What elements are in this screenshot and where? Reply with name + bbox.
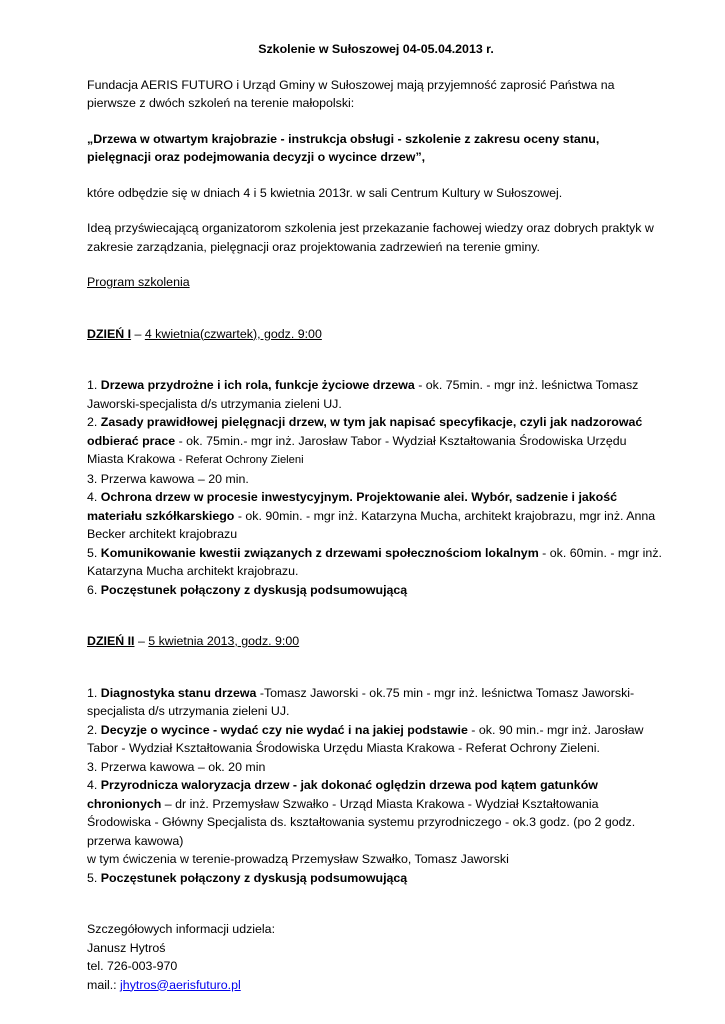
program-item: [87, 850, 665, 869]
program-item: [87, 376, 665, 413]
item-number: 2.: [87, 415, 101, 429]
item-topic: Poczęstunek połączony z dyskusją podsumowującą: [100, 582, 408, 597]
intro-paragraph: Fundacja AERIS FUTURO i Urząd Gminy w Sułoszowej mają przyjemność zaprosić Państwa na pierwsze z dwóch szkoleń na terenie małopolski:: [87, 77, 615, 110]
item-number: 4.: [87, 490, 101, 504]
item-number: 5.: [87, 545, 101, 560]
day1-dash: –: [131, 326, 145, 341]
item-details: - ok. 90 min.- mgr inż. Jarosław Tabor - Wydział Kształtowania Środowiska Urzędu Miasta Krakowa - Referat Ochrony Zieleni.: [87, 722, 644, 755]
program-item: [87, 869, 665, 888]
day2-program-list: [87, 684, 665, 888]
mail-label: mail.:: [87, 977, 121, 992]
contact-name: Janusz Hytroś: [87, 940, 166, 955]
day2-date: 5 kwietnia 2013, godz. 9:00: [148, 634, 300, 648]
document-title: Szkolenie w Sułoszowej 04-05.04.2013 r.: [258, 42, 494, 56]
item-details: - ok. 75min.- mgr inż. Jarosław Tabor - Wydział Kształtowania Środowiska Urzędu Miasta Krakowa: [87, 433, 627, 466]
item-number: 2.: [87, 722, 101, 737]
email-link[interactable]: jhytros@aerisfuturo.pl: [120, 977, 241, 992]
item-number: 1.: [87, 685, 101, 700]
item-topic: Decyzje o wycince - wydać czy nie wydać i na jakiej podstawie: [100, 722, 468, 737]
item-number: 6.: [87, 582, 101, 597]
contact-block: [87, 920, 665, 994]
program-item: [87, 684, 665, 721]
program-item: [87, 758, 665, 777]
item-details: Przerwa kawowa – 20 min.: [100, 471, 249, 486]
item-number: 3.: [87, 471, 101, 486]
item-topic: Przyrodnicza waloryzacja drzew - jak dokonać oględzin drzewa pod kątem gatunków chronionych: [87, 778, 598, 811]
program-heading: Program szkolenia: [87, 275, 190, 289]
item-details: Przerwa kawowa – ok. 20 min: [100, 759, 266, 774]
day1-label: DZIEŃ I: [87, 326, 132, 341]
program-item: [87, 721, 665, 758]
item-number: 4.: [87, 778, 101, 792]
item-topic: Ochrona drzew w procesie inwestycyjnym. Projektowanie alei. Wybór, sadzenie i jakość materiału szkółkarskiego: [87, 490, 618, 523]
program-item: [87, 776, 665, 850]
contact-heading: Szczegółowych informacji udziela:: [87, 922, 276, 936]
day1-date: 4 kwietnia(czwartek), godz. 9:00: [144, 326, 322, 341]
item-details: -Tomasz Jaworski - ok.75 min - mgr inż. leśnictwa Tomasz Jaworski-specjalista d/s utrzymania zieleni UJ.: [87, 685, 635, 718]
item-details: - ok. 60min. - mgr inż. Katarzyna Mucha architekt krajobrazu.: [87, 545, 662, 578]
item-topic: Diagnostyka stanu drzewa: [100, 685, 257, 700]
item-topic: Drzewa przydrożne i ich rola, funkcje życiowe drzewa: [100, 378, 415, 392]
idea-paragraph: Ideą przyświecającą organizatorom szkolenia jest przekazanie fachowej wiedzy oraz dobrych praktyk w zakresie zarządzania, pielęgnacji oraz projektowania zadrzewień na terenie gminy.: [87, 221, 654, 254]
item-details: - ok. 75min. - mgr inż. leśnictwa Tomasz Jaworski-specjalista d/s utrzymania zieleni UJ.: [87, 378, 639, 411]
item-details: w tym ćwiczenia w terenie-prowadzą Przemysław Szwałko, Tomasz Jaworski: [87, 852, 509, 866]
item-number: 5.: [87, 870, 101, 885]
day2-dash: –: [134, 634, 149, 648]
contact-phone: tel. 726-003-970: [87, 959, 178, 973]
item-details: – dr inż. Przemysław Szwałko - Urząd Miasta Krakowa - Wydział Kształtowania Środowiska - Główny Specjalista ds. kształtowania systemu przyrodniczego - ok.3 godz. (po 2 godz. przerwa kawowa): [87, 796, 636, 848]
program-item: [87, 470, 665, 489]
dates-place-paragraph: które odbędzie się w dniach 4 i 5 kwietnia 2013r. w sali Centrum Kultury w Sułoszowej.: [87, 185, 563, 200]
item-topic: Komunikowanie kwestii związanych z drzewami społecznościom lokalnym: [100, 545, 539, 560]
item-number: 3.: [87, 759, 101, 774]
item-topic: Poczęstunek połączony z dyskusją podsumowującą: [100, 870, 408, 885]
day2-heading: [87, 632, 665, 651]
item-topic: Zasady prawidłowej pielęgnacji drzew, w tym jak napisać specyfikacje, czyli jak nadzorować odbierać prace: [87, 415, 643, 448]
program-item: [87, 488, 665, 544]
day1-heading: [87, 325, 665, 344]
program-item: [87, 581, 665, 600]
program-item: [87, 413, 665, 470]
item-details: - ok. 90min. - mgr inż. Katarzyna Mucha, architekt krajobrazu, mgr inż. Anna Becker architekt krajobrazu: [87, 508, 656, 541]
contact-mail-line: [87, 976, 665, 995]
day2-label: DZIEŃ II: [87, 634, 135, 648]
training-name: „Drzewa w otwartym krajobrazie - instrukcja obsługi - szkolenie z zakresu oceny stanu, pielęgnacji oraz podejmowania decyzji o wycince drzew”,: [87, 131, 600, 164]
item-number: 1.: [87, 378, 101, 392]
item-details-small: - Referat Ochrony Zieleni: [178, 454, 304, 466]
program-item: [87, 544, 665, 581]
day1-program-list: [87, 376, 665, 599]
